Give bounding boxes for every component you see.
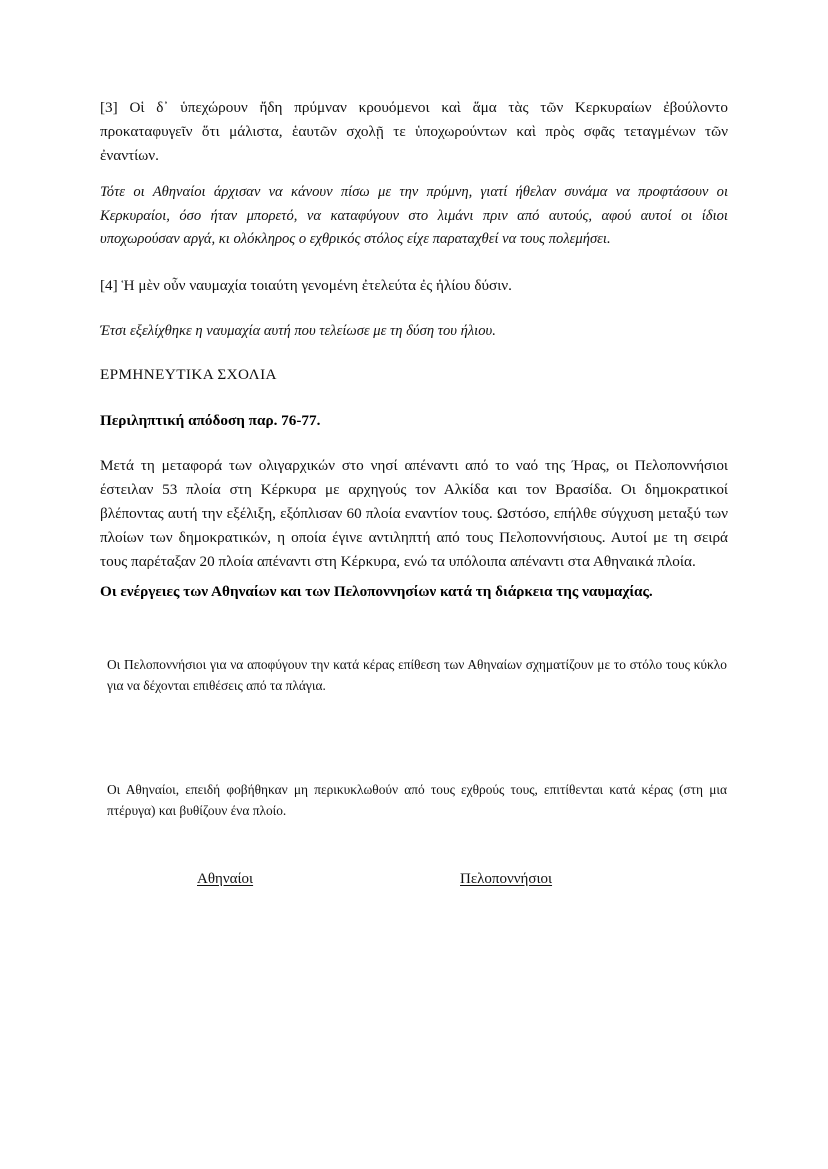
column-label-athenians: Αθηναίοι <box>197 871 254 887</box>
note-athenians-flank-attack: Οι Αθηναίοι, επειδή φοβήθηκαν μη περικυκλωθούν από τους εχθρούς τους, επιτίθενται κατά κέρας (στη μια πτέρυγα) και βυθίζουν ένα πλοίο. <box>107 782 727 819</box>
paragraph-ancient-passage-3: [3] Οἱ δ᾽ ὑπεχώρουν ἤδη πρύμναν κρουόμενοι καὶ ἅμα τὰς τῶν Κερκυραίων ἐβούλοντο προκαταφυγεῖν ὅτι μάλιστα, ἑαυτῶν σχολῇ τε ὑποχωρούντων καὶ πρὸς σφᾶς τεταγμένων τῶν ἐναντίων. <box>100 99 728 165</box>
section-title-commentary: ΕΡΜΗΝΕΥΤΙΚΑ ΣΧΟΛΙΑ <box>100 366 277 383</box>
paragraph-translation-passage-3: Τότε οι Αθηναίοι άρχισαν να κάνουν πίσω με την πρύμνη, γιατί ήθελαν συνάμα να προφτάσουν οι Κερκυραίοι, όσο ήταν μπορετό, να καταφύγουν στο λιμάνι πριν από αυτούς, αφού αυτοί οι ίδιοι υποχωρούσαν αργά, κι ολόκληρος ο εχθρικός στόλος είχε παραταχθεί να τους πολεμήσει. <box>100 184 728 248</box>
paragraph-translation-passage-4: Έτσι εξελίχθηκε η ναυμαχία αυτή που τελείωσε με τη δύση του ήλιου. <box>100 323 496 339</box>
paragraph-summary-body: Μετά τη μεταφορά των ολιγαρχικών στο νησί απέναντι από το ναό της Ήρας, οι Πελοποννήσιοι έστειλαν 53 πλοία στη Κέρκυρα με αρχηγούς τον Αλκίδα και τον Βρασίδα. Οι δημοκρατικοί βλέποντας αυτή την εξέλιξη, εξόπλισαν 60 πλοία εναντίον τους. Ωστόσο, επήλθε σύγχυση μεταξύ των πλοίων των δημοκρατικών, η οποία έγινε αντιληπτή από τους Πελοποννήσιους. Αυτοί με τη σειρά τους παρέταξαν 20 πλοία απέναντι στη Κέρκυρα, ενώ τα υπόλοιπα απέναντι στα Αθηναικά πλοία. <box>100 457 728 571</box>
paragraph-ancient-passage-4: [4] Ἡ μὲν οὖν ναυμαχία τοιαύτη γενομένη ἐτελεύτα ἐς ἡλίου δύσιν. <box>100 277 512 294</box>
note-peloponnesians-circle-formation: Οι Πελοποννήσιοι για να αποφύγουν την κατά κέρας επίθεση των Αθηναίων σχηματίζουν με το στόλο τους κύκλο για να δέχονται επιθέσεις από τα πλάγια. <box>107 657 727 694</box>
column-label-peloponnesians: Πελοποννήσιοι <box>460 871 553 887</box>
heading-summary-rendition: Περιληπτική απόδοση παρ. 76-77. <box>100 412 321 429</box>
heading-actions-during-battle: Οι ενέργειες των Αθηναίων και των Πελοποννησίων κατά τη διάρκεια της ναυμαχίας. <box>100 583 653 600</box>
